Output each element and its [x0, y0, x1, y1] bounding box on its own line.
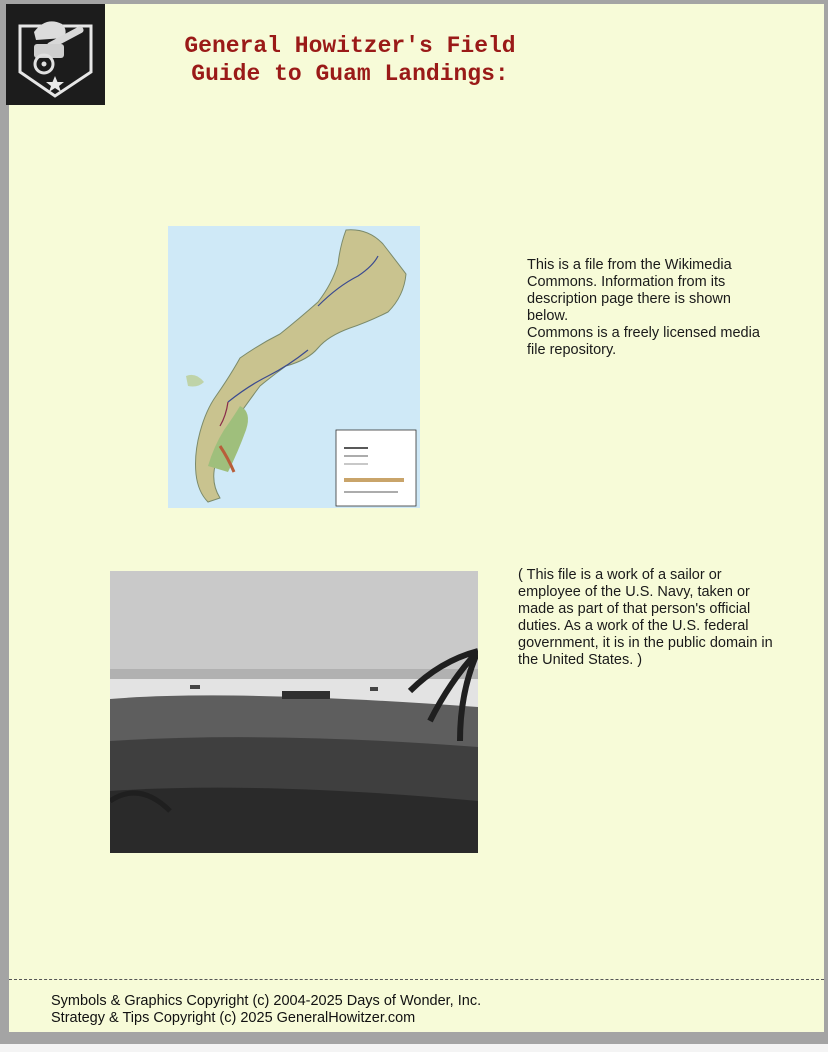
- beach-landing-photo[interactable]: [110, 571, 478, 853]
- left-border: [0, 105, 9, 1032]
- footer-divider: [9, 979, 824, 980]
- content-panel: [9, 4, 824, 1032]
- public-domain-notice: [518, 567, 783, 669]
- footer: [51, 993, 481, 1027]
- wikimedia-notice-text: This is a file from the Wikimedia Commons. Information from its description page there is shown below. Commons is a freely licensed media file repository.: [527, 257, 760, 358]
- bottom-border: [0, 1032, 828, 1044]
- wikimedia-notice: [527, 257, 767, 359]
- guam-map-image[interactable]: [168, 226, 420, 508]
- footer-copyright-strategy: Strategy & Tips Copyright (c) 2025 GeneralHowitzer.com: [51, 1010, 416, 1026]
- footer-copyright-graphics: Symbols & Graphics Copyright (c) 2004-2025 Days of Wonder, Inc.: [51, 993, 482, 1009]
- howitzer-logo-icon[interactable]: [6, 4, 105, 105]
- page-title: General Howitzer's Field Guide to Guam Landings:: [184, 33, 516, 87]
- public-domain-notice-text: ( This file is a work of a sailor or employee of the U.S. Navy, taken or made as part of that person's official duties. As a work of the U.S. federal government, it is in the public domain in the United States. ): [518, 567, 773, 668]
